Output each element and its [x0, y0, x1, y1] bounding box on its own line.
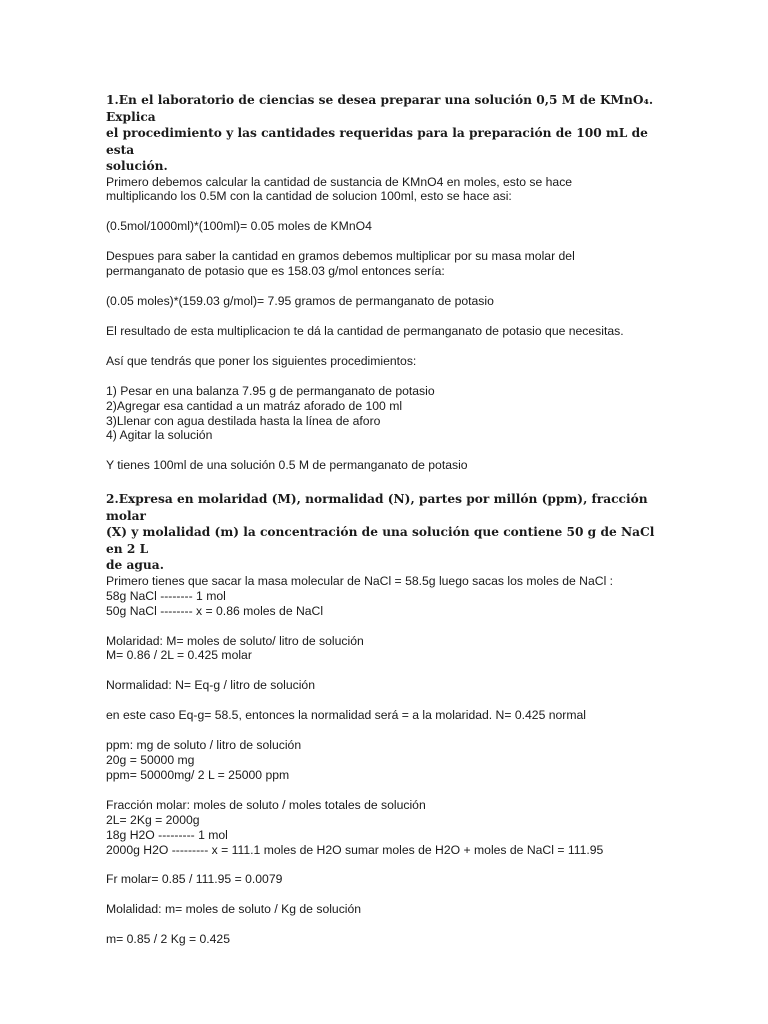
- fraccion-molar-result: Fr molar= 0.85 / 111.95 = 0.0079: [106, 872, 283, 887]
- paragraph-line: Así que tendrás que poner los siguientes procedimientos:: [106, 353, 417, 368]
- list-item: 2)Agregar esa cantidad a un matráz aforado de 100 ml: [106, 398, 403, 413]
- calculation-line: (0.5mol/1000ml)*(100ml)= 0.05 moles de KMnO4: [106, 219, 372, 234]
- paragraph-line: Primero debemos calcular la cantidad de sustancia de KMnO4 en moles, esto se hace: [106, 174, 573, 189]
- question-2-title-line: de agua.: [106, 558, 164, 573]
- molaridad-calc: M= 0.86 / 2L = 0.425 molar: [106, 648, 252, 663]
- molaridad-definition: Molaridad: M= moles de soluto/ litro de solución: [106, 633, 364, 648]
- question-2-title-line: 2.Expresa en molaridad (M), normalidad (N), partes por millón (ppm), fracción molar: [106, 492, 648, 523]
- normalidad-definition: Normalidad: N= Eq-g / litro de solución: [106, 678, 315, 693]
- calculation-line: 58g NaCl -------- 1 mol: [106, 588, 226, 603]
- fraccion-calc: 18g H2O --------- 1 mol: [106, 827, 228, 842]
- calculation-line: 50g NaCl -------- x = 0.86 moles de NaCl: [106, 603, 324, 618]
- fraccion-calc: 2000g H2O --------- x = 111.1 moles de H2O sumar moles de H2O + moles de NaCl = 111.95: [106, 842, 604, 857]
- conclusion-line: Y tienes 100ml de una solución 0.5 M de permanganato de potasio: [106, 458, 468, 473]
- list-item: 4) Agitar la solución: [106, 428, 213, 443]
- fraccion-definition: Fracción molar: moles de soluto / moles totales de solución: [106, 797, 426, 812]
- ppm-calc: 20g = 50000 mg: [106, 753, 195, 768]
- paragraph-line: permanganato de potasio que es 158.03 g/mol entonces sería:: [106, 264, 445, 279]
- normalidad-calc: en este caso Eq-g= 58.5, entonces la normalidad será = a la molaridad. N= 0.425 normal: [106, 708, 587, 723]
- paragraph-line: multiplicando los 0.5M con la cantidad de solucion 100ml, esto se hace asi:: [106, 189, 512, 204]
- question-1-title-line: solución.: [106, 159, 168, 173]
- calculation-line: (0.05 moles)*(159.03 g/mol)= 7.95 gramos de permanganato de potasio: [106, 294, 494, 309]
- ppm-calc: ppm= 50000mg/ 2 L = 25000 ppm: [106, 767, 290, 782]
- molalidad-calc: m= 0.85 / 2 Kg = 0.425: [106, 932, 230, 947]
- fraccion-calc: 2L= 2Kg = 2000g: [106, 812, 200, 827]
- procedure-steps-list: [106, 384, 666, 444]
- question-1-title-line: el procedimiento y las cantidades requeridas para la preparación de 100 mL de esta: [106, 126, 648, 157]
- question-1-title-line: 1.En el laboratorio de ciencias se desea preparar una solución 0,5 M de KMnO₄. Explica: [106, 93, 654, 124]
- question-2-title-line: (X) y molalidad (m) la concentración de una solución que contiene 50 g de NaCl en 2 L: [106, 525, 655, 556]
- list-item: 1) Pesar en una balanza 7.95 g de permanganato de potasio: [106, 383, 435, 398]
- ppm-definition: ppm: mg de soluto / litro de solución: [106, 738, 302, 753]
- document-page: [106, 92, 666, 947]
- paragraph-line: El resultado de esta multiplicacion te dá la cantidad de permanganato de potasio que necesitas.: [106, 323, 624, 338]
- molalidad-definition: Molalidad: m= moles de soluto / Kg de solución: [106, 902, 362, 917]
- paragraph-line: Primero tienes que sacar la masa molecular de NaCl = 58.5g luego sacas los moles de NaCl :: [106, 573, 614, 588]
- list-item: 3)Llenar con agua destilada hasta la línea de aforo: [106, 413, 381, 428]
- question-1-title: [106, 92, 666, 175]
- paragraph-line: Despues para saber la cantidad en gramos debemos multiplicar por su masa molar del: [106, 249, 575, 264]
- question-2-title: [106, 479, 666, 574]
